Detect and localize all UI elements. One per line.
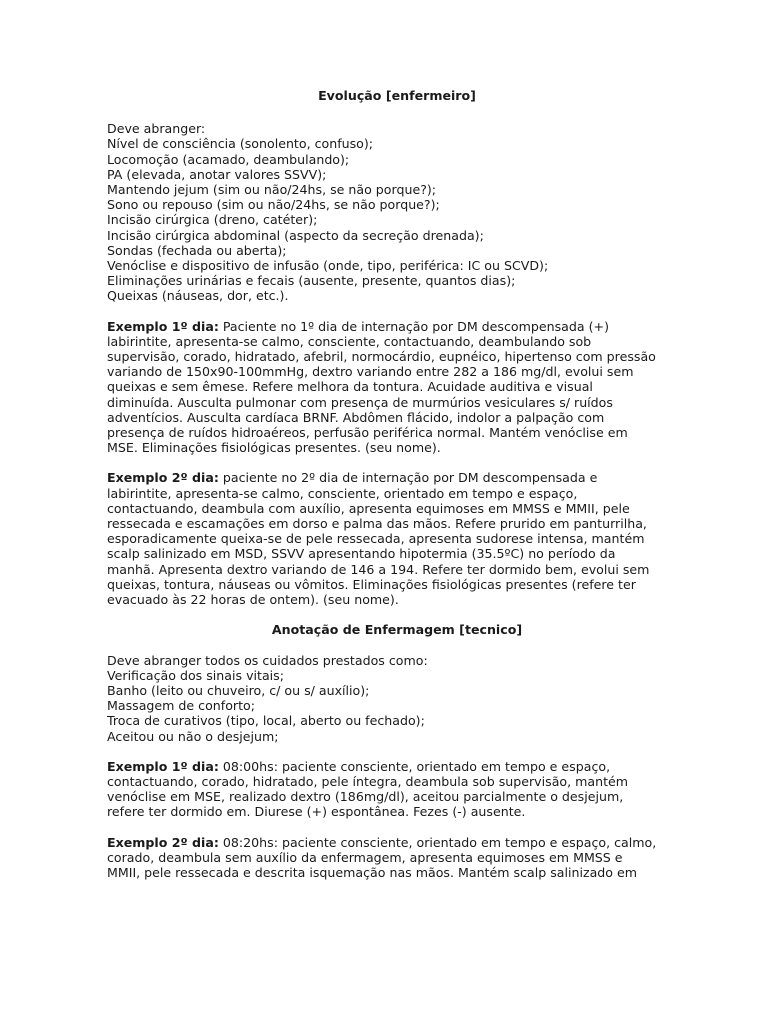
evolucao-example-day2 xyxy=(107,470,687,607)
example-text: Paciente no 1º dia de internação por DM descompensada (+) xyxy=(218,318,609,334)
example-text: MSE. Eliminações fisiológicas presentes. (seu nome). xyxy=(107,440,441,456)
example-text: contactuando, deambula com auxílio, apresenta equimoses em MMSS e MMII, pele xyxy=(107,500,630,516)
checklist-item: PA (elevada, anotar valores SSVV); xyxy=(107,166,327,182)
checklist-item: Incisão cirúrgica (dreno, catéter); xyxy=(107,212,318,228)
checklist-item: Venóclise e dispositivo de infusão (onde, tipo, periférica: IC ou SCVD); xyxy=(107,258,549,274)
example-text: scalp salinizado em MSD, SSVV apresentando hipotermia (35.5ºC) no período da xyxy=(107,546,616,562)
checklist-item: Massagem de conforto; xyxy=(107,698,255,714)
checklist-item: Mantendo jejum (sim ou não/24hs, se não porque?); xyxy=(107,182,437,198)
checklist-item: Nível de consciência (sonolento, confuso); xyxy=(107,136,374,152)
document-page xyxy=(107,88,687,895)
example-text: esporadicamente queixa-se de pele ressecada, apresenta sudorese intensa, mantém xyxy=(107,531,645,547)
example-label: Exemplo 1º dia: xyxy=(107,318,219,334)
evolucao-example-day1 xyxy=(107,319,687,456)
anotacao-checklist xyxy=(107,653,687,744)
example-text: labirintite, apresenta-se calmo, consciente, contactuando, deambulando sob xyxy=(107,333,592,349)
example-text: refere ter dormido em. Diurese (+) espontânea. Fezes (-) ausente. xyxy=(107,804,526,820)
example-text: contactuando, corado, hidratado, pele íntegra, deambula sob supervisão, mantém xyxy=(107,773,629,789)
example-text: evacuado às 22 horas de ontem). (seu nome). xyxy=(107,592,399,608)
checklist-item: Verificação dos sinais vitais; xyxy=(107,667,284,683)
example-text: supervisão, corado, hidratado, afebril, normocárdio, eupnéico, hipertenso com pressão xyxy=(107,349,656,365)
example-text: presença de ruídos hidroaéreos, perfusão periférica normal. Mantém venóclise em xyxy=(107,425,628,441)
example-text: venóclise em MSE, realizado dextro (186mg/dl), aceitou parcialmente o desjejum, xyxy=(107,789,624,805)
checklist-item: Locomoção (acamado, deambulando); xyxy=(107,151,350,167)
example-text: paciente no 2º dia de internação por DM descompensada e xyxy=(218,470,598,486)
checklist-item: Banho (leito ou chuveiro, c/ ou s/ auxílio); xyxy=(107,682,370,698)
example-text: labirintite, apresenta-se calmo, consciente, orientado em tempo e espaço, xyxy=(107,485,578,501)
example-text: queixas, tontura, náuseas ou vômitos. Eliminações fisiológicas presentes (refere ter xyxy=(107,576,636,592)
example-label: Exemplo 2º dia: xyxy=(107,470,219,486)
example-text: diminuída. Ausculta pulmonar com presença de murmúrios vesiculares s/ ruídos xyxy=(107,394,613,410)
example-text: manhã. Apresenta dextro variando de 146 a 194. Refere ter dormido bem, evolui sem xyxy=(107,561,650,577)
example-text: adventícios. Ausculta cardíaca BRNF. Abdômen flácido, indolor a palpação com xyxy=(107,409,605,425)
example-text: corado, deambula sem auxílio da enfermagem, apresenta equimoses em MMSS e xyxy=(107,849,623,865)
section-title-anotacao: Anotação de Enfermagem [tecnico] xyxy=(271,622,523,638)
section-title-evolucao: Evolução [enfermeiro] xyxy=(318,88,476,103)
example-text: variando de 150x90-100mmHg, dextro variando entre 282 a 186 mg/dl, evolui sem xyxy=(107,364,634,380)
checklist-item: Troca de curativos (tipo, local, aberto ou fechado); xyxy=(107,713,425,729)
checklist-item: Sondas (fechada ou aberta); xyxy=(107,242,287,258)
checklist-item: Aceitou ou não o desjejum; xyxy=(107,728,279,744)
checklist-item: Queixas (náuseas, dor, etc.). xyxy=(107,288,289,304)
checklist-intro: Deve abranger: xyxy=(107,121,206,137)
example-text: queixas e sem êmese. Refere melhora da tontura. Acuidade auditiva e visual xyxy=(107,379,593,395)
checklist-item: Sono ou repouso (sim ou não/24hs, se não porque?); xyxy=(107,197,440,213)
example-text: MMII, pele ressecada e descrita isquemação nas mãos. Mantém scalp salinizado em xyxy=(107,864,638,880)
checklist-item: Incisão cirúrgica abdominal (aspecto da secreção drenada); xyxy=(107,227,484,243)
example-label: Exemplo 1º dia: xyxy=(107,758,219,774)
anotacao-example-day2 xyxy=(107,835,687,881)
anotacao-example-day1 xyxy=(107,759,687,820)
example-label: Exemplo 2º dia: xyxy=(107,834,219,850)
example-text: ressecada e escamações em dorso e palma das mãos. Refere prurido em panturrilha, xyxy=(107,516,647,532)
checklist-item: Eliminações urinárias e fecais (ausente, presente, quantos dias); xyxy=(107,273,516,289)
example-text: 08:20hs: paciente consciente, orientado em tempo e espaço, calmo, xyxy=(218,834,657,850)
evolucao-checklist xyxy=(107,121,687,303)
checklist-intro: Deve abranger todos os cuidados prestados como: xyxy=(107,652,428,668)
example-text: 08:00hs: paciente consciente, orientado em tempo e espaço, xyxy=(218,758,611,774)
